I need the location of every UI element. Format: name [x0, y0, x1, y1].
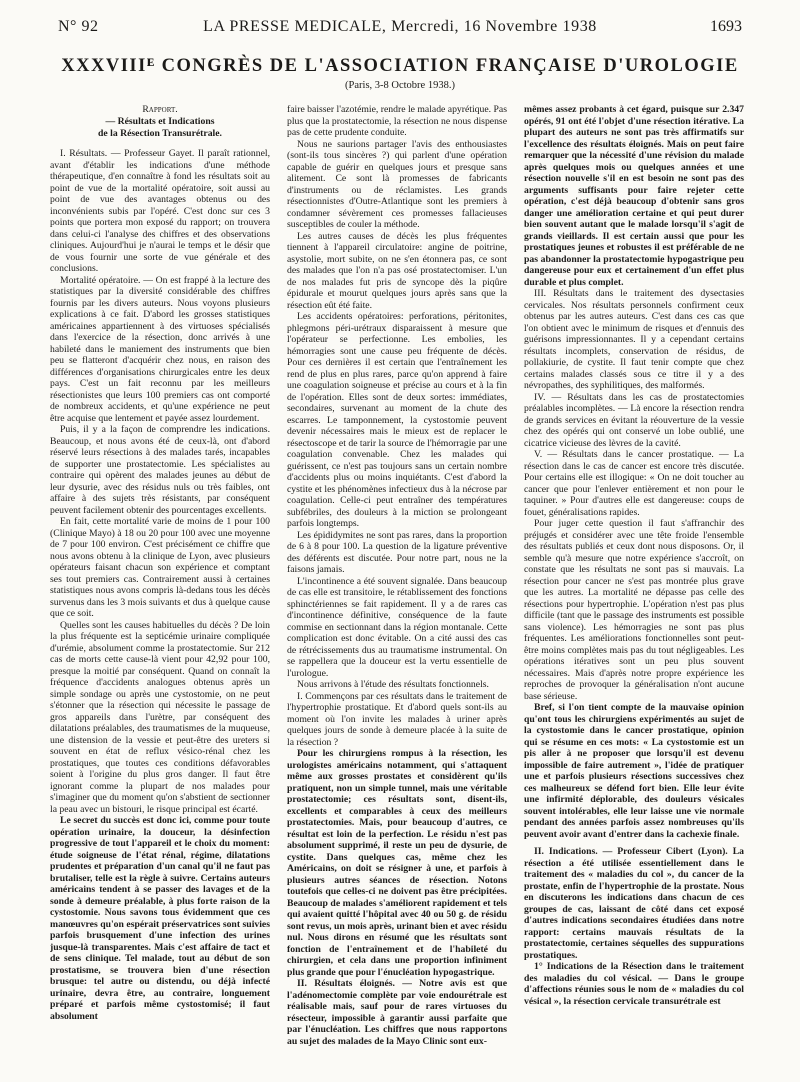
paragraph: II. Indications. — Professeur Cibert (Lyon). La résection a été utilisée essentiellement dans le traitement des « maladies du col », du cancer de la prostate, enfin de l'hypertrophie de la prostate. Nous en discuterons les indications dans chacun de ces groupes de cas, laissant de côté dans cet exposé d'autres indications secondaires étudiées dans notre rapport: certains mauvais résultats de la prostatectomie, certaines séquelles des suppurations prostatiques. [524, 846, 744, 961]
report-label: Rapport. [142, 104, 178, 115]
column-1 [50, 104, 270, 1066]
paragraph: IV. — Résultats dans les cas de prostatectomies préalables incomplètes. — Là encore la résection rendra de grands services en évitant la réouverture de la vessie chez des opérés qui ont conservé un lobe oublié, une cicatrice vicieuse des lèvres de la cavité. [524, 391, 744, 449]
paragraph: En fait, cette mortalité varie de moins de 1 pour 100 (Clinique Mayo) à 18 ou 20 pour 100 avec une moyenne de 7 pour 100 environ. C'est précisément ce chiffre que nous avons obtenu à la clinique de Lyon, avec plusieurs opérateurs faisant chacun son expérience et comptant ses tout premiers cas. Contrairement aussi à certaines statistiques nous avons compris là-dedans tous les décès survenus dans les 3 mois suivants et dus à quelque cause que ce soit. [50, 516, 270, 619]
paragraph: Mortalité opératoire. — On est frappé à la lecture des statistiques par la diversité considérable des chiffres fournis par les divers auteurs. Nous voyons plusieurs explications à ce fait. D'abord les grosses statistiques américaines appartiennent à des virtuoses spécialisés dans l'exercice de la résection, donc arrivés à une habileté dans le maniement des instruments que bien peu se flatteront d'acquérir chez nous, en raison des différences d'organisations chirurgicales entre les deux pays. C'est un fait reconnu par les meilleurs résectionistes que leurs 100 premiers cas ont comporté de nombreux accidents, et qu'une expérience ne peut être acquise que lentement et payée assez lourdement. [50, 274, 270, 424]
congress-subtitle: (Paris, 3-8 Octobre 1938.) [345, 80, 455, 91]
paragraph: I. Résultats. — Professeur Gayet. Il paraît rationnel, avant d'établir les indications d'une méthode thérapeutique, d'en connaître à fond les résultats soit au point de vue de la mortalité opératoire, soit aussi au point de vue des avantages obtenus ou des inconvénients subis par l'opéré. C'est donc sur ces 3 points que portera mon exposé du rapport; on trouvera dans celui-ci l'analyse des chiffres et des observations cliniques. Aujourd'hui je n'aurai le temps et le désir que de vous fournir une sorte de vue générale et des conclusions. [50, 148, 270, 274]
running-head [58, 18, 742, 42]
paragraph: faire baisser l'azotémie, rendre le malade apyrétique. Pas plus que la prostatectomie, la résection ne nous dispense pas de cette prudente conduite. [287, 104, 507, 138]
paragraph: II. Résultats éloignés. — Notre avis est que l'adénomectomie complète par voie endourétrale est réalisable mais, sauf pour de rares virtuoses du résecteur, impossible à garantir aussi parfaite que par l'énucléation. Les chiffres que nous rapportons au sujet des malades de la Mayo Clinic sont eux- [287, 978, 507, 1047]
paragraph: V. — Résultats dans le cancer prostatique. — La résection dans le cas de cancer est encore très discutée. Pour certains elle est illogique: « On ne doit toucher au cancer que pour l'enlever entièrement et non pour le taquiner. » Pour d'autres elle est dangereuse: coups de fouet, généralisations rapides. [524, 449, 744, 518]
paragraph: Pour les chirurgiens rompus à la résection, les urologistes américains notamment, qui s'attaquent même aux grosses prostates et considèrent qu'ils pratiquent, non un simple tunnel, mais une véritable prostatectomie; ces résultats sont, disent-ils, excellents et comparables à ceux des meilleurs prostatectomies. Mais, pour beaucoup d'autres, ce résultat est loin de la perfection. Le résidu n'est pas absolument supprimé, il reste un peu de dysurie, de cystite. Dans quelques cas, même chez les Américains, on doit se résigner à une, et parfois à plusieurs autres séances de résection. Notons toutefois que celles-ci ne doivent pas être précipitées. Beaucoup de malades s'améliorent rapidement et tels qui avaient quitté l'hôpital avec 40 ou 50 g. de résidu sont revus, un mois après, urinant bien et avec résidu nul. Nous dirons en résumé que les résultats sont fonction de l'entraînement et de l'habileté du chirurgien, et cela dans une proportion infiniment plus grande que pour l'énucléation hypogastrique. [287, 748, 507, 978]
paragraph: Les accidents opératoires: perforations, péritonites, phlegmons péri-urétraux disparaissent à mesure que l'opérateur se perfectionne. Les embolies, les hémorragies sont une cause peu fréquente de décès. Pour ces dernières il est certain que l'entraînement les rend de plus en plus rares, parce qu'on apprend à faire une coagulation soigneuse et précise au cours et à la fin de l'opération. Elles sont de deux sortes: immédiates, secondaires, survenant au moment de la chute des escarres. Le tamponnement, la cystostomie peuvent devenir nécessaires mais le mieux est de replacer le résectoscope et de tarir la source de l'hémorragie par une coagulation convenable. Chez les malades qui guérissent, ce n'est pas toujours sans un certain nombre d'accidents plus ou moins inquiétants. C'est d'abord la cystite et les phénomènes infectieux dus à la nécrose par coagulation. Celle-ci peut entraîner des températures subfébriles, des douleurs à la miction se prolongeant parfois longtemps. [287, 311, 507, 529]
paragraph: Nous ne saurions partager l'avis des enthousiastes (sont-ils tous sincères ?) qui parlent d'une opération capable de guérir en quelques jours et presque sans alitement. Ce sont là promesses de fabricants d'instruments ou de réclamistes. Les grands résectionnistes d'Outre-Atlantique sont les premiers à condamner sévèrement ces promesses fallacieuses susceptibles de couler la méthode. [287, 138, 507, 230]
paragraph: Puis, il y a la façon de comprendre les indications. Beaucoup, et nous avons été de ceux-là, ont d'abord réservé leurs résections à des malades tarés, incapables de supporter une prostatectomie. Les spécialistes au contraire qui opèrent des malades jeunes au début de leur dysurie, avec des résidus nuls ou très faibles, ont affaire à des sujets très résistants, par conséquent peuvent facilement obtenir des pourcentages excellents. [50, 424, 270, 516]
page-number: 1693 [710, 18, 742, 35]
paragraph: III. Résultats dans le traitement des dysectasies cervicales. Nos résultats personnels confirment ceux obtenus par les autres auteurs. C'est dans ces cas que l'on obtient avec le minimum de risques et d'ennuis des guérisons impressionnantes. Il y a cependant certains résultats incomplets, conservation de résidus, de pollakiurie, de cystite. Il faut tenir compte que chez certains malades classés sous ce titre il y a des névropathes, des syphilitiques, des malformés. [524, 288, 744, 391]
paragraph: Les autres causes de décès les plus fréquentes tiennent à l'appareil circulatoire: angine de poitrine, asystolie, mort subite, on ne s'en étonnera pas, ce sont des malades que l'on n'a pas osé prostatectomiser. L'un de nos malades fut pris de syncope dès la piqûre épidurale et mourut quelques jours après sans que la résection eût été faite. [287, 230, 507, 311]
paragraph: I. Commençons par ces résultats dans le traitement de l'hypertrophie prostatique. Et d'abord quels sont-ils au moment où l'on invite les malades à uriner après quelques jours de sonde à demeure placée à la suite de la résection ? [287, 690, 507, 748]
paragraph: 1° Indications de la Résection dans le traitement des maladies du col vésical. — Dans le groupe d'affections réunies sous le nom de « maladies du col vésical », la résection cervicale transurétrale est [524, 961, 744, 1007]
journal-line: LA PRESSE MEDICALE, Mercredi, 16 Novembre 1938 [203, 18, 597, 35]
paragraph: Les épididymites ne sont pas rares, dans la proportion de 6 à 8 pour 100. La question de la ligature préventive des déférents est discutée. Pour notre part, nous ne la faisons jamais. [287, 529, 507, 575]
paragraph: Bref, si l'on tient compte de la mauvaise opinion qu'ont tous les chirurgiens expérimentés au sujet de la cystostomie dans le cancer prostatique, opinion qui se résume en ces mots: « La cystostomie est un pis aller à ne proposer que lorsqu'il est devenu impossible de faire autrement », l'idée de pratiquer une et parfois plusieurs résections successives chez ces malheureux se défend fort bien. Elle leur évite une infirmité déplorable, des douleurs vésicales souvent intolérables, elle leur laisse une vie normale pendant des années parfois assez nombreuses qu'ils peuvent avoir avant d'entrer dans la cachexie finale. [524, 702, 744, 840]
issue-number: N° 92 [58, 18, 99, 35]
column-3 [524, 104, 744, 1066]
report-heading-line-1: — Résultats et Indications [105, 116, 215, 127]
paragraph: Pour juger cette question il faut s'affranchir des préjugés et considérer avec une tête froide l'ensemble des résultats publiés et ceux dont nous disposons. Or, il semble qu'à mesure que notre expérience s'accroît, on constate que les résultats ne sont pas si mauvais. La résection pour cancer ne s'est pas montrée plus grave que les autres. La mortalité ne dépasse pas celle des résections pour hypertrophie. L'opération n'est pas plus difficile (tant que le passage des instruments est possible sans violence). Les hémorragies ne sont pas plus fréquentes. Les améliorations fonctionnelles sont peut-être moins complètes mais pas du tout négligeables. Les opérations itératives sont un peu plus souvent nécessaires. Mais d'après notre propre expérience les reproches de provoquer la généralisation n'ont aucune base sérieuse. [524, 518, 744, 702]
paragraph: Quelles sont les causes habituelles du décès ? De loin la plus fréquente est la septicémie urinaire compliquée d'urémie, absolument comme la prostatectomie. Sur 212 cas de morts cette cause-là vient pour 42,92 pour 100, presque la moitié par conséquent. Quand on connaît la fréquence d'accidents analogues obtenus après un simple sondage ou après une cystostomie, on ne peut s'étonner que la résection qui nécessite le passage de gros appareils dans l'urètre, par conséquent des dilatations préalables, des traumatismes de la muqueuse, une distension de la vessie et peut-être des ureters si souvent en état de reflux vésico-rénal chez les prostatiques, que toutes ces conditions défavorables soient à l'origine du plus gros danger. Il faut être ignorant comme la plupart de nos malades pour s'imaginer que du moment qu'on s'abstient de sectionner la peau avec un bistouri, le risque principal est écarté. [50, 619, 270, 815]
paragraph: mêmes assez probants à cet égard, puisque sur 2.347 opérés, 91 ont été l'objet d'une résection itérative. La plupart des auteurs ne sont pas très affirmatifs sur l'excellence des résultats éloignés. Mais on peut faire remarquer que la nécessité d'une révision du malade après quelques mois ou quelques années et une résection nouvelle s'il en est besoin ne sont pas des arguments suffisants pour faire rejeter cette opération, c'est déjà beaucoup d'obtenir sans gros danger une amélioration certaine et qui peut durer bien souvent autant que le malade lorsqu'il s'agit de grands vieillards. Il est certain aussi que pour les prostatiques jeunes et robustes il est préférable de ne pas abandonner la prostatectomie hypogastrique peu dangereuse pour eux et certainement d'un effet plus durable et plus complet. [524, 104, 744, 288]
report-heading [50, 104, 270, 140]
report-heading-line-2: de la Résection Transurétrale. [98, 128, 222, 139]
paragraph: L'incontinence a été souvent signalée. Dans beaucoup de cas elle est transitoire, le rétablissement des fonctions sphinctériennes se fait rapidement. Il y a de rares cas d'incontinence définitive, conséquence de la faute commise en sectionnant dans la région montanale. Cette complication est donc évitable. On a cité aussi des cas de rétrécissements dus au traumatisme instrumental. On se rappellera que la douceur est la vertu essentielle de l'urologue. [287, 575, 507, 679]
column-2 [287, 104, 507, 1066]
congress-title: XXXVIIIᴱ CONGRÈS DE L'ASSOCIATION FRANÇAISE D'UROLOGIE [61, 56, 739, 76]
paragraph: Nous arrivons à l'étude des résultats fonctionnels. [297, 679, 489, 690]
paragraph: Le secret du succès est donc ici, comme pour toute opération urinaire, la douceur, la désinfection progressive de tout l'appareil et le choix du moment: étude soigneuse de l'état rénal, régime, dilatations prudentes et préparation d'un canal qu'il ne faut pas brutaliser, telle est la règle à suivre. Certains auteurs américains tendent à se passer des lavages et de la sonde à demeure préalable, à plus forte raison de la cystostomie. Nous savons tous évidemment que ces manœuvres qu'on espérait préservatrices sont suivies parfois brusquement d'une infection des urines jusque-là transparentes. Mais c'est affaire de tact et de sens clinique. Tel malade, tout au début de son prostatisme, se trouvera bien d'une résection brusque: tel autre ou distendu, ou déjà infecté urinaire, devra être, au contraire, longuement préparé et parfois même cystostomisé; il faut absolument [50, 815, 270, 1022]
